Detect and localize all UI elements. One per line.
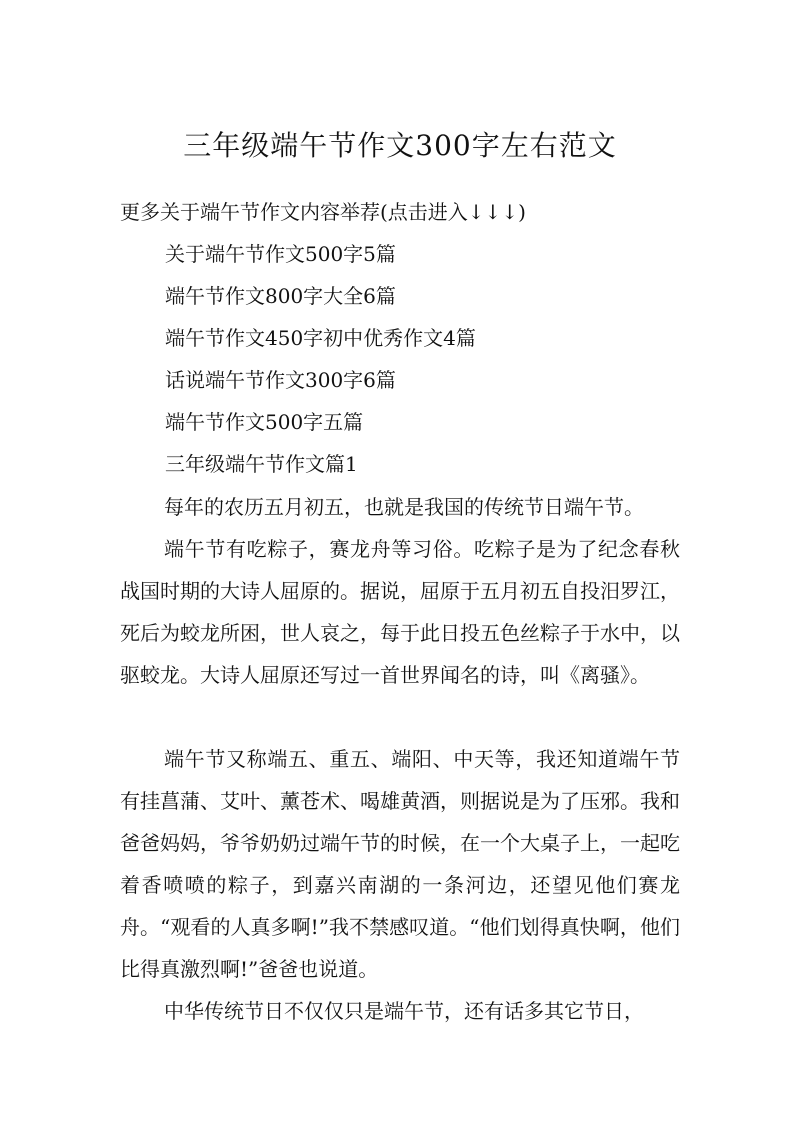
body-paragraph: 每年的农历五月初五，也就是我国的传统节日端午节。 — [164, 495, 644, 519]
body-paragraph: 端午节又称端五、重五、端阳、中天等，我还知道端午节有挂菖蒲、艾叶、薰苍术、喝雄黄酒，则据说是为了压邪。我和爸爸妈妈，爷爷奶奶过端午节的时候，在一个大桌子上，一起吃着香喷喷的粽子，到嘉兴南湖的一条河边，还望见他们赛龙舟。“观看的人真多啊!”我不禁感叹道。“他们划得真快啊，他们比得真激烈啊!”爸爸也说道。 — [120, 747, 680, 981]
section-heading: 三年级端午节作文篇1 — [165, 452, 358, 476]
document-title: 三年级端午节作文300字左右范文 — [183, 129, 617, 162]
recommended-article-link[interactable]: 话说端午节作文300字6篇 — [165, 368, 396, 392]
recommendation-intro: 更多关于端午节作文内容举荐(点击进入↓↓↓) — [120, 200, 526, 224]
recommended-article-link[interactable]: 端午节作文800字大全6篇 — [165, 284, 396, 308]
body-paragraph: 中华传统节日不仅仅只是端午节，还有话多其它节日， — [164, 999, 644, 1023]
recommended-article-link[interactable]: 端午节作文500字五篇 — [165, 410, 364, 434]
body-paragraph: 端午节有吃粽子，赛龙舟等习俗。吃粽子是为了纪念春秋战国时期的大诗人屈原的。据说，屈原于五月初五自投汨罗江，死后为蛟龙所困，世人哀之，每于此日投五色丝粽子于水中，以驱蛟龙。大诗人屈原还写过一首世界闻名的诗，叫《离骚》。 — [120, 537, 680, 687]
recommended-article-link[interactable]: 端午节作文450字初中优秀作文4篇 — [165, 326, 476, 350]
recommended-article-link[interactable]: 关于端午节作文500字5篇 — [165, 242, 396, 266]
